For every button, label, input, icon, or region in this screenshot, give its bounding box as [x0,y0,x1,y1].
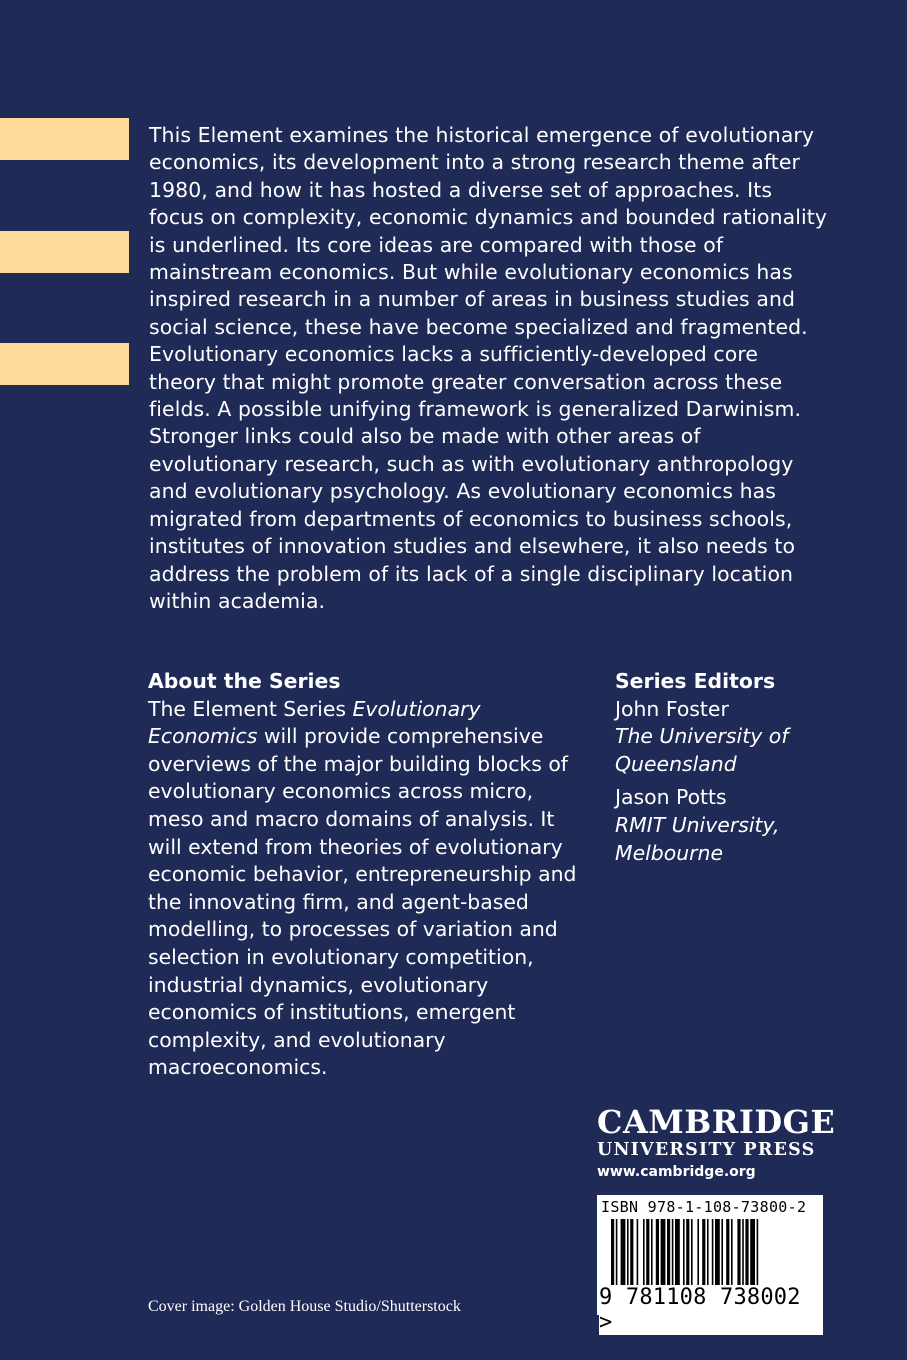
about-series-section [148,668,588,1082]
barcode-stripe [683,1219,685,1295]
publisher-name: CAMBRIDGE [597,1103,836,1141]
barcode-stripe [757,1219,759,1295]
cover-image-credit: Cover image: Golden House Studio/Shutterstock [148,1298,461,1315]
barcode-icon [611,1219,811,1295]
barcode-stripe [630,1219,633,1295]
publisher-logo [597,1103,836,1183]
barcode-stripe [712,1219,714,1295]
accent-bar-1 [0,118,129,160]
barcode-stripe [656,1219,659,1295]
barcode-stripe [731,1219,733,1295]
barcode-stripe [621,1219,626,1295]
publisher-subtitle: UNIVERSITY PRESS [597,1140,816,1160]
barcode-stripe [611,1219,614,1295]
accent-bar-3 [0,343,129,385]
barcode-stripe [686,1219,689,1295]
barcode-stripe [661,1219,666,1295]
barcode-stripe [637,1219,639,1295]
editor-name: Jason Potts [615,785,727,810]
editor-affiliation: RMIT University, Melbourne [615,812,780,865]
editor-entry [615,696,875,779]
editor-affiliation: The University of Queensland [615,724,789,776]
barcode-stripe [742,1219,744,1295]
series-title: Evolutionary Economics [148,696,481,749]
barcode-stripe [643,1219,645,1295]
barcode-stripe [667,1219,670,1295]
barcode-stripe [702,1219,705,1295]
barcode-stripe [737,1219,740,1295]
barcode-stripe [715,1219,720,1295]
about-series-heading: About the Series [148,669,341,693]
series-editors-heading: Series Editors [615,669,776,693]
barcode-stripe [651,1219,653,1295]
barcode-stripe [646,1219,649,1295]
barcode-stripe [726,1219,729,1295]
book-description: This Element examines the historical emergence of evolutionary economics, its development into a strong research theme after 1980, and how it has hosted a diverse set of approaches. Its focus on complexity, economic dynamics and bounded rationality is underlined. Its core ideas are compared with those of mainstream economics. But while evolutionary economics has inspired research in a number of areas in business studies and social science, these have become specialized and fragmented. Evolutionary economics lacks a sufficiently-developed core theory that might promote greater conversation across these fields. A possible unifying framework is generalized Darwinism. Stronger links could also be made with other areas of evolutionary research, such as with evolutionary anthropology and evolutionary psychology. As evolutionary economics has migrated from departments of economics to business schools, institutes of innovation studies and elsewhere, it also needs to address the problem of its lack of a single disciplinary location within academia. [149,123,828,613]
editor-name: John Foster [615,696,729,721]
barcode-stripe [721,1219,723,1295]
barcode-stripe [745,1219,748,1295]
barcode-stripe [707,1219,709,1295]
barcode-stripe [697,1219,699,1295]
barcode-stripe [627,1219,629,1295]
series-editors-section [615,668,875,873]
barcode-stripe [750,1219,755,1295]
editor-entry [615,784,875,867]
isbn-barcode-box [597,1195,823,1335]
isbn-label: ISBN 978-1-108-73800-2 [601,1198,807,1216]
barcode-stripe [675,1219,680,1295]
barcode-stripe [672,1219,674,1295]
barcode-stripe [616,1219,618,1295]
barcode-stripe [691,1219,693,1295]
publisher-url: www.cambridge.org [597,1164,756,1180]
accent-bar-2 [0,231,129,273]
barcode-digits: 9 781108 738002 > [599,1285,823,1335]
about-series-text: The Element Series Evolutionary Economics will provide comprehensive overviews of the major building blocks of evolutionary economics across micro, meso and macro domains of analysis. It will extend from theories of evolutionary economic behavior, entrepreneurship and the innovating firm, and agent-based modelling, to processes of variation and selection in evolutionary competition, industrial dynamics, evolutionary economics of institutions, emergent complexity, and evolutionary macroeconomics. [148,696,577,1080]
